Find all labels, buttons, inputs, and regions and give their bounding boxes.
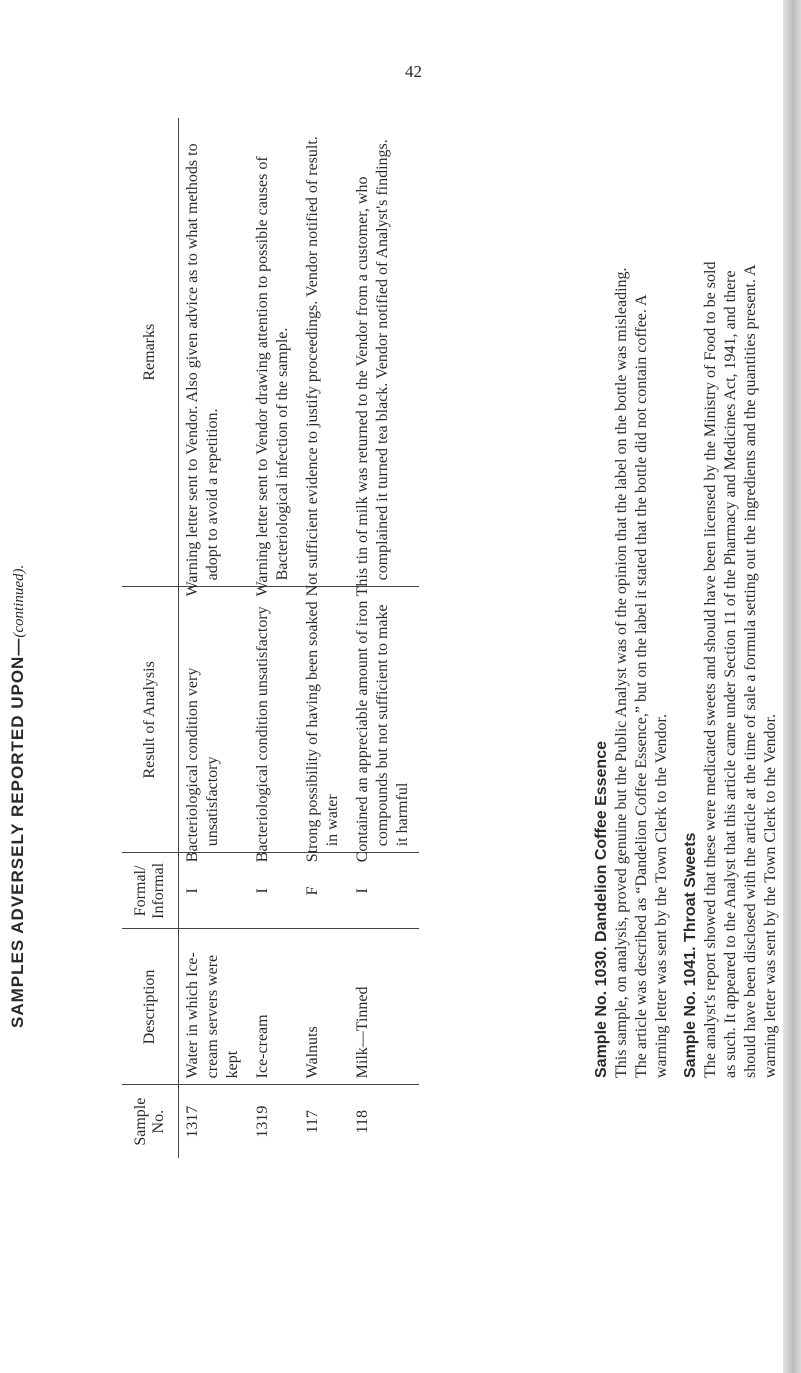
table-row (179, 118, 250, 1158)
cell-description: Milk—Tinned (349, 929, 419, 1085)
adverse-samples-table (122, 118, 419, 1158)
cell-remarks: Warning letter sent to Vendor. Also given advice as to what methods to adopt to avoid a repetition. (179, 118, 250, 587)
table-row (249, 118, 299, 1158)
cell-remarks: Not sufficient evidence to justify proceedings. Vendor notified of result. (299, 118, 349, 587)
sample-note-title: Sample No. 1041. Throat Sweets (682, 832, 699, 1078)
cell-formal-informal: F (299, 853, 349, 929)
cell-remarks: This tin of milk was returned to the Vendor from a customer, who complained it turned tea black. Vendor notified of Analyst's findings. (349, 118, 419, 587)
header-sample-no: Sample No. (122, 1085, 179, 1158)
sample-note-throat-sweets (681, 18, 781, 1078)
cell-sample-no: 1319 (254, 1105, 271, 1138)
cell-result: Bacteriological condition very unsatisfactory (179, 587, 250, 853)
sample-note-title: Sample No. 1030. Dandelion Coffee Essence (593, 740, 610, 1078)
sample-note-line: warning letter was sent by the Town Clerk to the Vendor. (762, 714, 779, 1078)
sample-note-line: The article was described as “Dandelion Coffee Essence,” but on the label it stated that the bottle did not contain coffee. A (633, 294, 650, 1078)
cell-description: Ice-cream (249, 929, 299, 1085)
sample-note-dandelion-coffee (592, 18, 672, 1078)
heading-continued: (continued). (11, 564, 27, 638)
table-header-row (122, 118, 179, 1158)
sample-note-line: The analyst's report showed that these were medicated sweets and should have been licensed by the Ministry of Food to be sold (702, 261, 719, 1078)
cell-description: Water in which Ice-cream servers were kept (179, 929, 250, 1085)
cell-formal-informal: I (349, 853, 419, 929)
cell-result: Contained an appreciable amount of iron compounds but not sufficient to make it harmful (349, 587, 419, 853)
cell-sample-no: 1317 (184, 1105, 201, 1138)
table-row (299, 118, 349, 1158)
cell-result: Bacteriological condition unsatisfactory (249, 587, 299, 853)
page-heading (8, 565, 28, 1028)
header-remarks: Remarks (122, 118, 179, 587)
sample-note-line: as such. It appeared to the Analyst that this article came under Section 11 of the Pharmacy and Medicines Act, 1941, and there (722, 270, 739, 1078)
cell-sample-no: 118 (354, 1109, 371, 1134)
sample-note-line: should have been disclosed with the article at the time of sale a formula setting out the ingredients and the quantities present. A (742, 264, 759, 1078)
heading-main: SAMPLES ADVERSELY REPORTED UPON— (8, 637, 27, 1028)
header-description: Description (122, 929, 179, 1085)
header-result: Result of Analysis (122, 587, 179, 853)
table-row (349, 118, 419, 1158)
page-number: 42 (405, 62, 422, 81)
cell-sample-no: 117 (304, 1109, 321, 1134)
cell-formal-informal: I (249, 853, 299, 929)
cell-formal-informal: I (179, 853, 250, 929)
cell-result: Strong possibility of having been soaked in water (299, 587, 349, 853)
sample-note-line: This sample, on analysis, proved genuine but the Public Analyst was of the opinion that the label on the bottle was misleading. (613, 267, 630, 1078)
cell-description: Walnuts (299, 929, 349, 1085)
cell-remarks: Warning letter sent to Vendor drawing attention to possible causes of Bacteriological infection of the sample. (249, 118, 299, 587)
sample-note-line: warning letter was sent by the Town Clerk to the Vendor. (653, 714, 670, 1078)
header-formal-informal: Formal/ Informal (122, 853, 179, 929)
